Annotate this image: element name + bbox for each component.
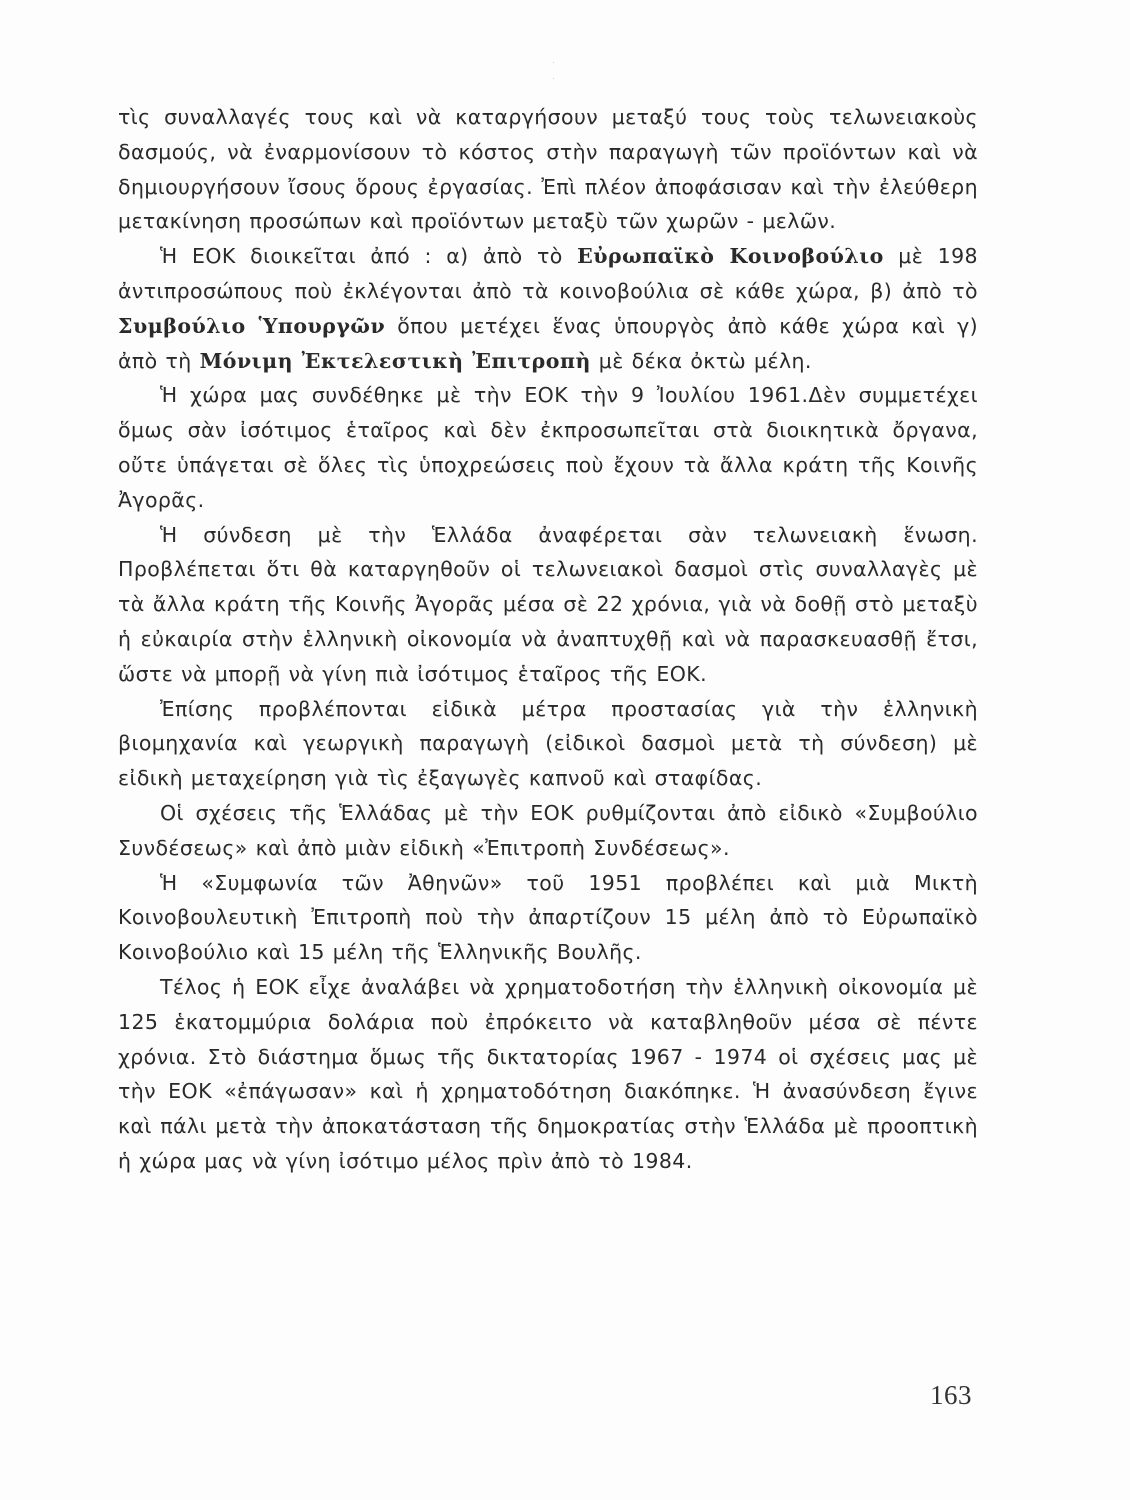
paragraph xyxy=(118,239,978,378)
body-text xyxy=(118,100,978,1179)
text-segment: τὶς συναλλαγές τους καὶ νὰ καταργήσουν μεταξύ τους τοὺς τελωνειακοὺς δασμούς, νὰ ἐναρμονίσουν τὸ κόστος στὴν παραγωγὴ τῶν προϊόντων καὶ νὰ δημιουργήσουν ἴσους ὅρους ἐργασίας. Ἐπὶ πλέον ἀποφάσισαν καὶ τὴν ἐλεύθερη μετακίνηση προσώπων καὶ προϊόντων μεταξὺ τῶν χωρῶν - μελῶν. xyxy=(118,105,978,234)
paragraph xyxy=(118,518,978,692)
text-segment: Ἐπίσης προβλέπονται εἰδικὰ μέτρα προστασίας γιὰ τὴν ἑλληνικὴ βιομηχανία καὶ γεωργικὴ παραγωγὴ (εἰδικοὶ δασμοὶ μετὰ τὴ σύνδεση) μὲ εἰδικὴ μεταχείρηση γιὰ τὶς ἐξαγωγὲς καπνοῦ καὶ σταφίδας. xyxy=(118,696,978,791)
bold-term-executive-committee: Μόνιμη Ἐκτελεστικὴ Ἐπιτροπὴ xyxy=(199,348,591,373)
bold-term-european-parliament: Εὐρωπαϊκὸ Κοινοβούλιο xyxy=(577,244,884,269)
bold-term-council-of-ministers: Συμβούλιο Ὑπουργῶν xyxy=(118,313,386,338)
paragraph xyxy=(118,866,978,970)
paper-speck xyxy=(553,78,554,79)
text-segment: Ἡ σύνδεση μὲ τὴν Ἑλλάδα ἀναφέρεται σὰν τελωνειακὴ ἕνωση. Προβλέπεται ὅτι θὰ καταργηθοῦν οἱ τελωνειακοὶ δασμοὶ στὶς συναλλαγὲς μὲ τὰ ἄλλα κράτη τῆς Κοινῆς Ἀγορᾶς μέσα σὲ 22 χρόνια, γιὰ νὰ δοθῇ στὸ μεταξὺ ἡ εὐκαιρία στὴν ἑλληνικὴ οἰκονομία νὰ ἀναπτυχθῇ καὶ νὰ παρασκευασθῇ ἔτσι, ὥστε νὰ μπορῇ νὰ γίνη πιὰ ἰσότιμος ἑταῖρος τῆς ΕΟΚ. xyxy=(118,522,978,686)
text-segment: μὲ δέκα ὀκτὼ μέλη. xyxy=(590,348,812,373)
paragraph xyxy=(118,970,978,1179)
text-segment: Ἡ «Συμφωνία τῶν Ἀθηνῶν» τοῦ 1951 προβλέπει καὶ μιὰ Μικτὴ Κοινοβουλευτικὴ Ἐπιτροπὴ ποὺ τὴν ἀπαρτίζουν 15 μέλη ἀπὸ τὸ Εὐρωπαϊκὸ Κοινοβούλιο καὶ 15 μέλη τῆς Ἑλληνικῆς Βουλῆς. xyxy=(118,870,978,965)
text-segment: Οἱ σχέσεις τῆς Ἑλλάδας μὲ τὴν ΕΟΚ ρυθμίζονται ἀπὸ εἰδικὸ «Συμβούλιο Συνδέσεως» καὶ ἀπὸ μιὰν εἰδικὴ «Ἐπιτροπὴ Συνδέσεως». xyxy=(118,800,978,860)
paper-speck xyxy=(553,62,554,63)
paragraph xyxy=(118,100,978,239)
page-number: 163 xyxy=(930,1380,972,1410)
text-segment: μὲ 198 ἀντιπροσώπους ποὺ ἐκλέγονται ἀπὸ τὰ κοινοβούλια σὲ κάθε χώρα, β) ἀπὸ τὸ xyxy=(118,244,978,303)
paragraph xyxy=(118,796,978,866)
text-segment: ὅπου μετέχει ἕνας ὑπουργὸς ἀπὸ κάθε χώρα καὶ γ) ἀπὸ τὴ xyxy=(118,313,978,373)
paragraph xyxy=(118,692,978,796)
text-segment: Τέλος ἡ ΕΟΚ εἶχε ἀναλάβει νὰ χρηματοδοτήση τὴν ἑλληνικὴ οἰκονομία μὲ 125 ἑκατομμύρια δολάρια ποὺ ἐπρόκειτο νὰ καταβληθοῦν μέσα σὲ πέντε χρόνια. Στὸ διάστημα ὅμως τῆς δικτατορίας 1967 - 1974 οἱ σχέσεις μας μὲ τὴν ΕΟΚ «ἐπάγωσαν» καὶ ἡ χρηματοδότηση διακόπηκε. Ἡ ἀνασύνδεση ἔγινε καὶ πάλι μετὰ τὴν ἀποκατάσταση τῆς δημοκρατίας στὴν Ἑλλάδα μὲ προοπτικὴ ἡ χώρα μας νὰ γίνη ἰσότιμο μέλος πρὶν ἀπὸ τὸ 1984. xyxy=(118,974,978,1173)
text-segment: Ἡ χώρα μας συνδέθηκε μὲ τὴν ΕΟΚ τὴν 9 Ἰουλίου 1961.Δὲν συμμετέχει ὅμως σὰν ἰσότιμος ἑταῖρος καὶ δὲν ἐκπροσωπεῖται στὰ διοικητικὰ ὄργανα, οὔτε ὑπάγεται σὲ ὅλες τὶς ὑποχρεώσεις ποὺ ἔχουν τὰ ἄλλα κράτη τῆς Κοινῆς Ἀγορᾶς. xyxy=(118,383,978,512)
text-segment: Ἡ ΕΟΚ διοικεῖται ἀπό : α) ἀπὸ τὸ xyxy=(160,244,578,269)
paragraph xyxy=(118,378,978,517)
